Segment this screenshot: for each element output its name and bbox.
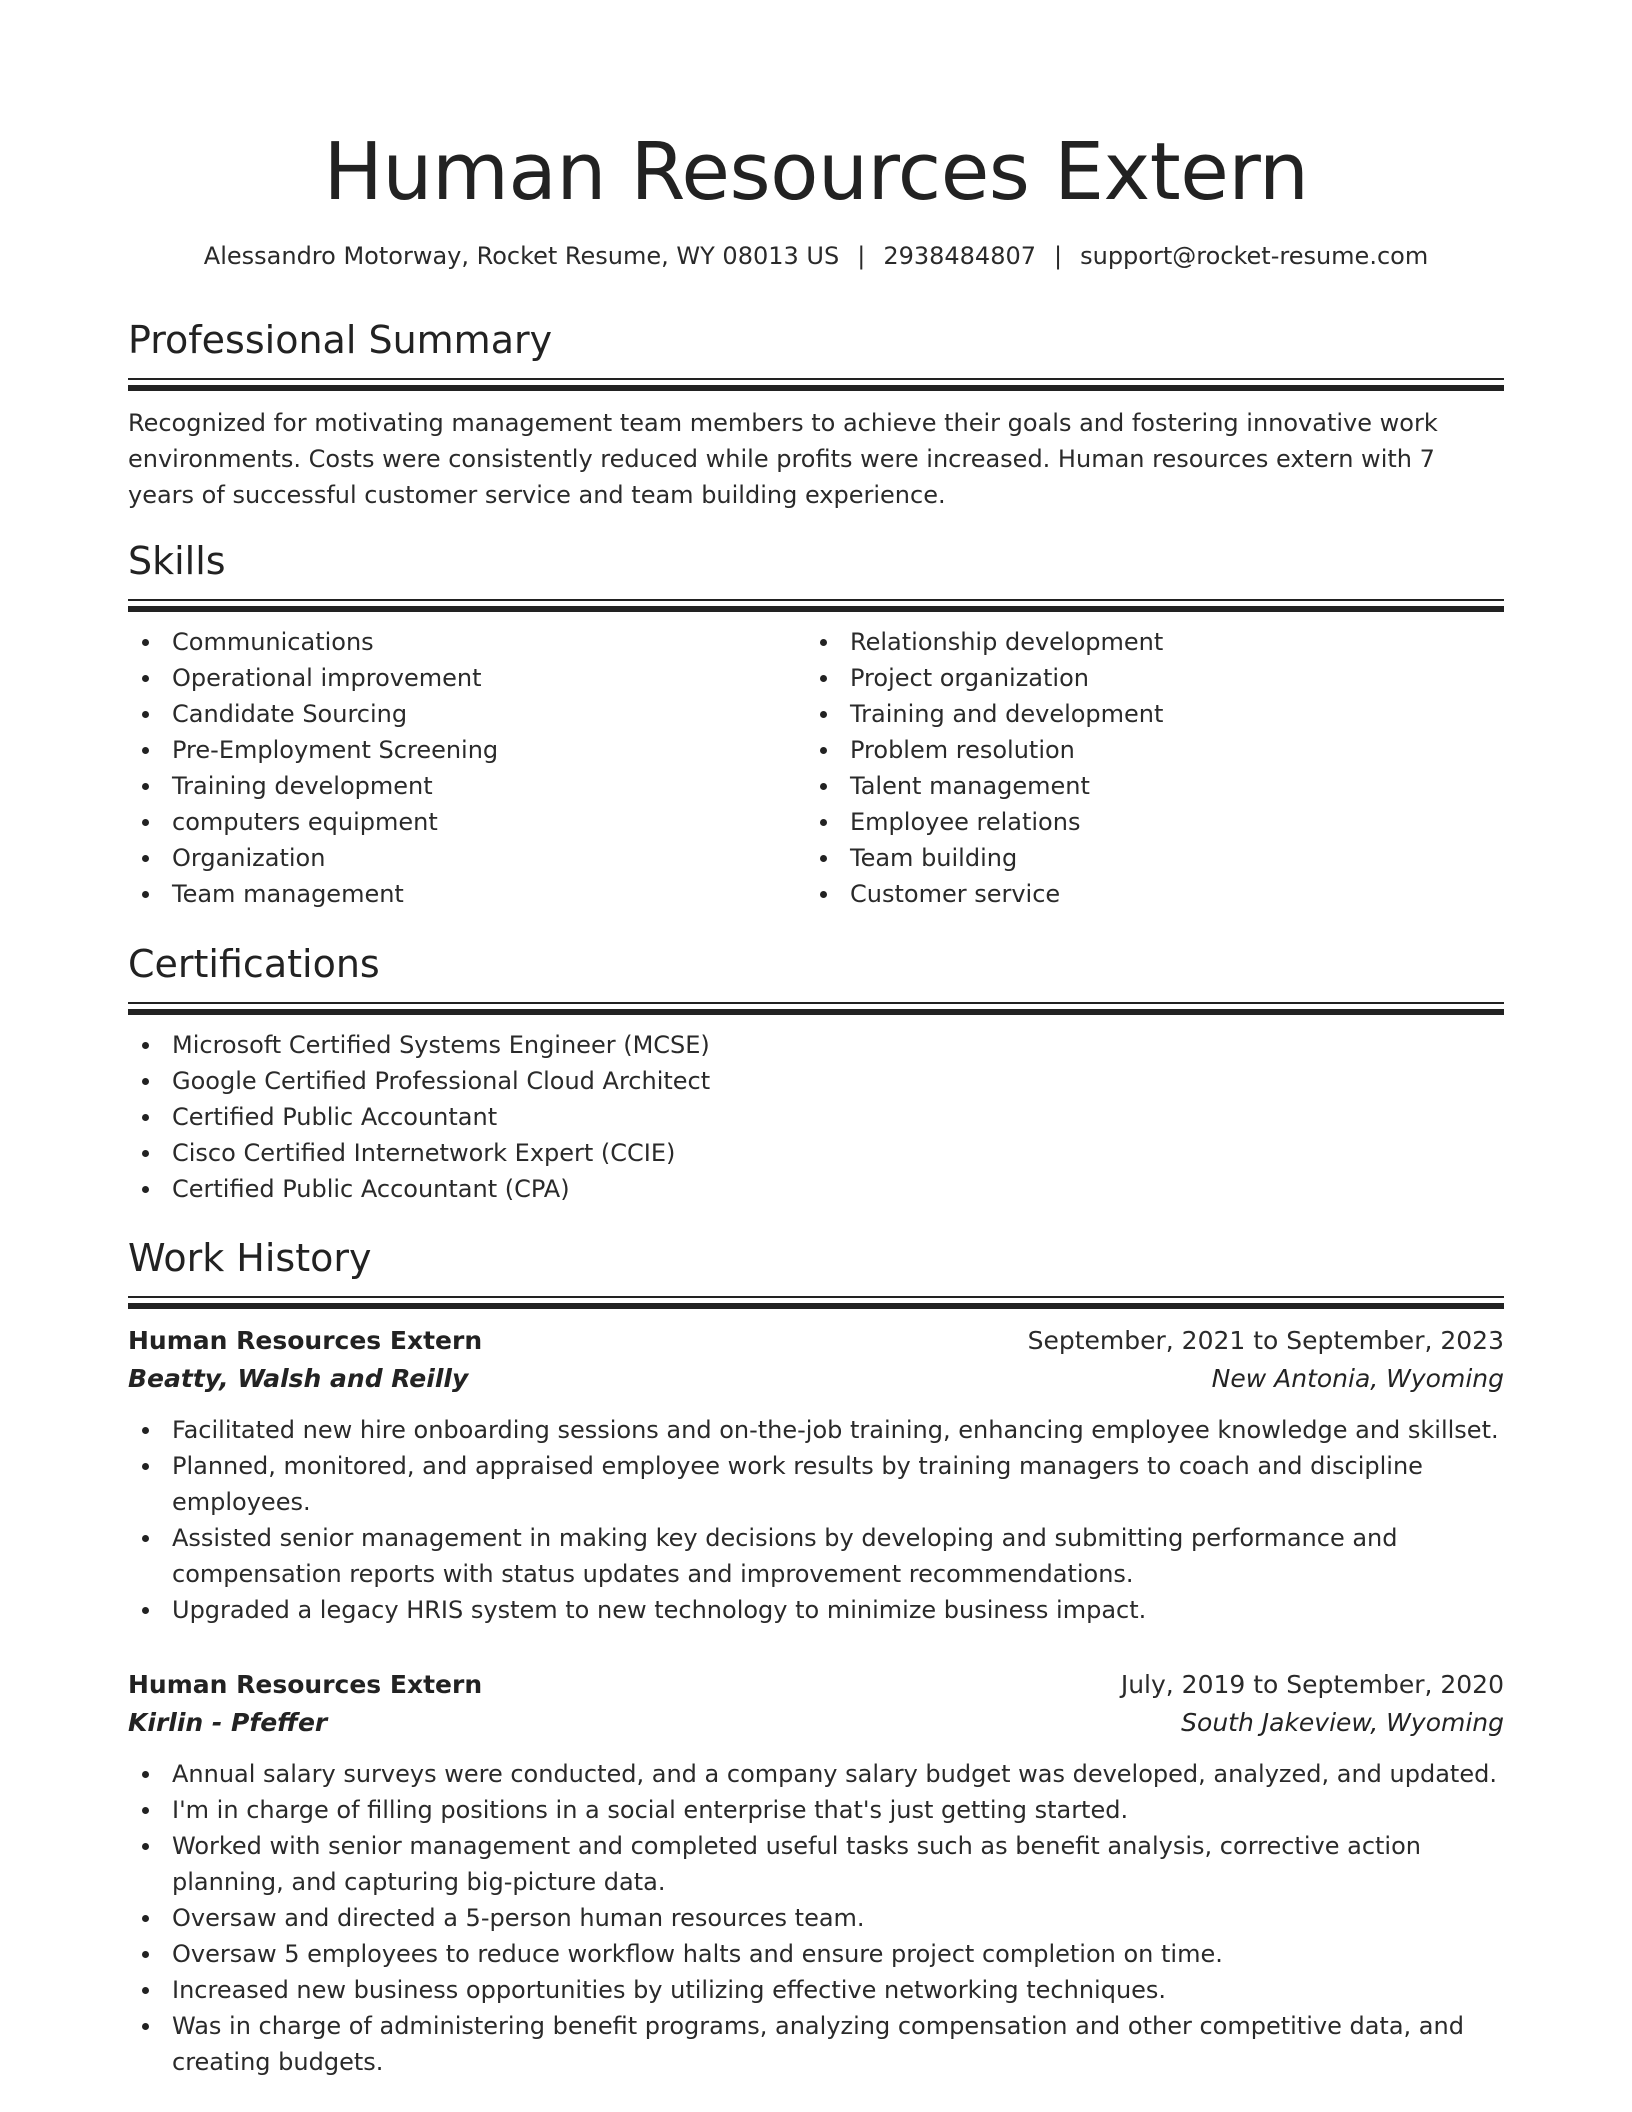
section-divider xyxy=(128,599,1504,612)
certifications-list xyxy=(128,1027,1504,1207)
certification-item: Microsoft Certified Systems Engineer (MCSE) xyxy=(128,1027,1504,1063)
contact-address: Alessandro Motorway, Rocket Resume, WY 08013 US xyxy=(203,242,840,270)
summary-section xyxy=(128,316,1504,513)
job-bullet: Assisted senior management in making key decisions by developing and submitting performance and compensation reports with status updates and improvement recommendations. xyxy=(128,1520,1504,1592)
job-dates: July, 2019 to September, 2020 xyxy=(1120,1670,1504,1699)
section-divider xyxy=(128,1002,1504,1015)
section-divider xyxy=(128,378,1504,391)
summary-text: Recognized for motivating management team members to achieve their goals and fostering innovative work environments. Costs were consistently reduced while profits were increased. Human resources extern with 7 years of successful customer service and team building experience. xyxy=(128,409,1438,509)
job-bullet: Worked with senior management and completed useful tasks such as benefit analysis, corrective action planning, and capturing big-picture data. xyxy=(128,1828,1504,1900)
job-bullet: I'm in charge of filling positions in a social enterprise that's just getting started. xyxy=(128,1792,1504,1828)
job-bullet: Oversaw 5 employees to reduce workflow halts and ensure project completion on time. xyxy=(128,1936,1504,1972)
skills-section xyxy=(128,537,1504,912)
job-company: Kirlin - Pfeffer xyxy=(128,1708,328,1737)
section-title-certifications: Certifications xyxy=(128,942,380,986)
job-bullets xyxy=(128,1412,1504,1628)
contact-email: support@rocket-resume.com xyxy=(1080,242,1429,270)
skill-item: Talent management xyxy=(806,768,1484,804)
contact-line xyxy=(128,240,1504,272)
job-header xyxy=(128,1666,1504,1704)
job-location: South Jakeview, Wyoming xyxy=(1181,1708,1504,1737)
resume-name: Human Resources Extern xyxy=(323,126,1309,218)
job-location: New Antonia, Wyoming xyxy=(1211,1364,1504,1393)
job-bullet: Was in charge of administering benefit programs, analyzing compensation and other competitive data, and creating budgets. xyxy=(128,2008,1504,2080)
job-bullet: Increased new business opportunities by utilizing effective networking techniques. xyxy=(128,1972,1504,2008)
job-entry xyxy=(128,1666,1504,2080)
certifications-section xyxy=(128,940,1504,1207)
skill-item: Project organization xyxy=(806,660,1484,696)
skill-item: computers equipment xyxy=(128,804,806,840)
skill-item: Employee relations xyxy=(806,804,1484,840)
section-title-summary: Professional Summary xyxy=(128,318,553,362)
skill-item: Problem resolution xyxy=(806,732,1484,768)
resume-page xyxy=(128,0,1504,2076)
skills-column-right xyxy=(806,624,1484,912)
skill-item: Training and development xyxy=(806,696,1484,732)
job-bullet: Facilitated new hire onboarding sessions and on-the-job training, enhancing employee knowledge and skillset. xyxy=(128,1412,1504,1448)
certification-item: Google Certified Professional Cloud Architect xyxy=(128,1063,1504,1099)
skill-item: Candidate Sourcing xyxy=(128,696,806,732)
job-subheader xyxy=(128,1704,1504,1742)
certification-item: Certified Public Accountant (CPA) xyxy=(128,1171,1504,1207)
job-title: Human Resources Extern xyxy=(128,1326,483,1355)
section-title-work-history: Work History xyxy=(128,1236,372,1280)
job-entry xyxy=(128,1322,1504,1628)
skill-item: Team management xyxy=(128,876,806,912)
skill-item: Communications xyxy=(128,624,806,660)
certification-item: Cisco Certified Internetwork Expert (CCIE) xyxy=(128,1135,1504,1171)
job-company: Beatty, Walsh and Reilly xyxy=(128,1364,469,1393)
skill-item: Team building xyxy=(806,840,1484,876)
job-bullet: Upgraded a legacy HRIS system to new technology to minimize business impact. xyxy=(128,1592,1504,1628)
skill-item: Relationship development xyxy=(806,624,1484,660)
section-title-skills: Skills xyxy=(128,539,226,583)
certification-item: Certified Public Accountant xyxy=(128,1099,1504,1135)
skill-item: Pre-Employment Screening xyxy=(128,732,806,768)
skills-grid xyxy=(128,624,1504,912)
job-header xyxy=(128,1322,1504,1360)
section-divider xyxy=(128,1296,1504,1309)
job-bullets xyxy=(128,1756,1504,2080)
skill-item: Organization xyxy=(128,840,806,876)
skills-column-left xyxy=(128,624,806,912)
skill-item: Operational improvement xyxy=(128,660,806,696)
work-history-section xyxy=(128,1234,1504,1309)
job-bullet: Oversaw and directed a 5-person human resources team. xyxy=(128,1900,1504,1936)
job-bullet: Planned, monitored, and appraised employee work results by training managers to coach and discipline employees. xyxy=(128,1448,1504,1520)
job-dates: September, 2021 to September, 2023 xyxy=(1027,1326,1504,1355)
contact-phone: 2938484807 xyxy=(883,242,1037,270)
contact-separator: | xyxy=(1054,242,1063,270)
contact-separator: | xyxy=(857,242,866,270)
skill-item: Customer service xyxy=(806,876,1484,912)
job-subheader xyxy=(128,1360,1504,1398)
job-title: Human Resources Extern xyxy=(128,1670,483,1699)
job-bullet: Annual salary surveys were conducted, and a company salary budget was developed, analyzed, and updated. xyxy=(128,1756,1504,1792)
skill-item: Training development xyxy=(128,768,806,804)
